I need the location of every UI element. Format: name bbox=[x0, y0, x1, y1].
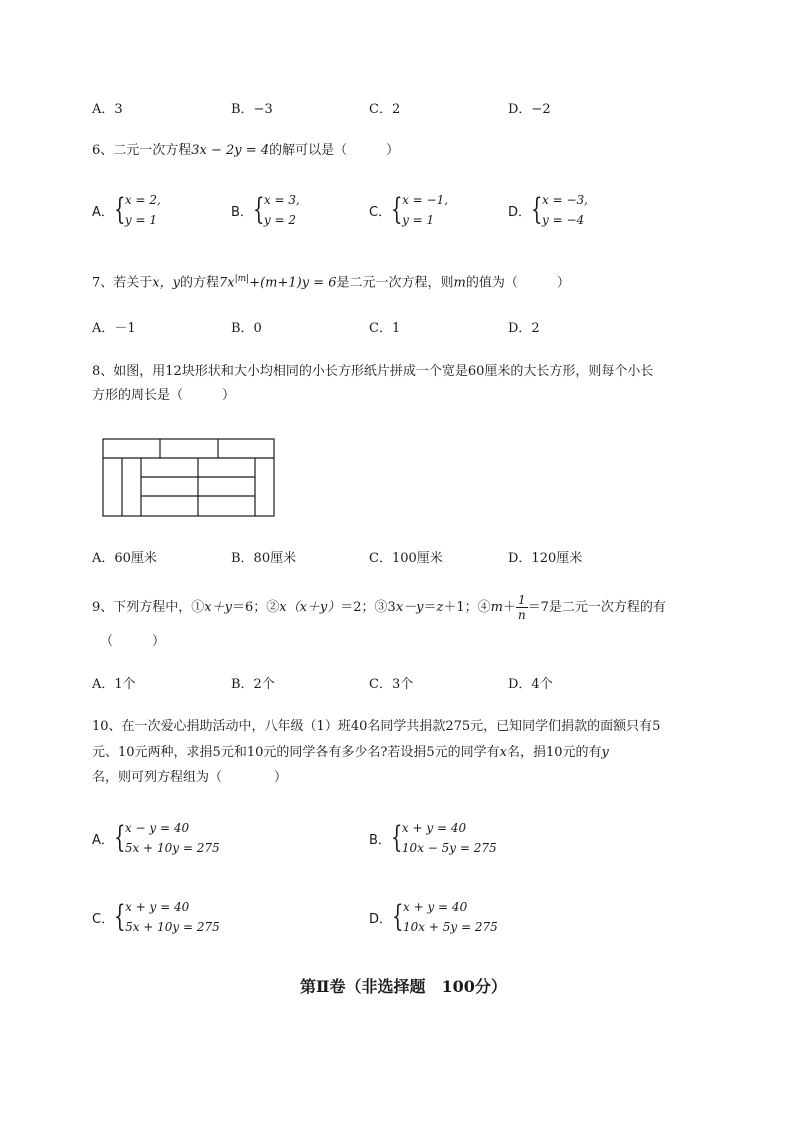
q10-option-b: B． { x + y = 40 10x − 5y = 275 bbox=[369, 820, 497, 855]
q8-rectangle-figure bbox=[102, 438, 276, 518]
q8-option-b: B．80厘米 bbox=[231, 551, 297, 566]
q9-option-c: C．3个 bbox=[369, 677, 414, 692]
q10-option-c: C． { x + y = 40 5x + 10y = 275 bbox=[92, 899, 220, 934]
q8-option-a: A．60厘米 bbox=[92, 551, 157, 566]
q10-option-d: D． { x + y = 40 10x + 5y = 275 bbox=[369, 899, 498, 934]
q8-stem-line2: 方形的周长是（ ） bbox=[92, 388, 236, 403]
q9-option-d: D．4个 bbox=[508, 677, 553, 692]
q6-option-b: B． { x = 3, y = 2 bbox=[231, 192, 300, 227]
q10-stem-line3: 名，则可列方程组为（ ） bbox=[92, 770, 288, 785]
q9-option-a: A．1个 bbox=[92, 677, 136, 692]
q7-option-b: B．0 bbox=[231, 321, 262, 336]
q5-option-a: A．3 bbox=[92, 102, 123, 117]
q7-stem: 7、若关于x，y的方程$7x^{|m|}+(m+1)y = 6$是二元一次方程，则m的值为（ ） bbox=[92, 274, 570, 291]
q9-stem: 9、下列方程中，①x＋y＝6；②x（x＋y）＝2；③3x－y＝z＋1；④m＋ $\frac{1}{n}$ ＝7是二元一次方程的有 bbox=[92, 593, 666, 622]
q8-option-c: C．100厘米 bbox=[369, 551, 443, 566]
q8-stem-line1: 8、如图，用12块形状和大小均相同的小长方形纸片拼成一个宽是60厘米的大长方形，则每个小长 bbox=[92, 364, 654, 379]
q6-option-c: C． { x = −1, y = 1 bbox=[369, 192, 449, 227]
q9-stem-line2: （ ） bbox=[100, 634, 166, 649]
q5-option-c: C．2 bbox=[369, 102, 401, 117]
q6-equation: 3x − 2y = 4 bbox=[191, 143, 270, 158]
q5-option-b: B．−3 bbox=[231, 102, 273, 117]
q8-option-d: D．120厘米 bbox=[508, 551, 583, 566]
q7-option-a: A．－1 bbox=[92, 321, 136, 336]
q10-stem-line2: 元、10元两种，求捐5元和10元的同学各有多少名?若设捐5元的同学有x名，捐10元的有y bbox=[92, 745, 609, 760]
q6-stem: 6、二元一次方程3x − 2y = 4的解可以是（ ） bbox=[92, 143, 400, 158]
q10-option-a: A． { x − y = 40 5x + 10y = 275 bbox=[92, 820, 220, 855]
q9-fraction: $\frac{1}{n}$ bbox=[517, 593, 526, 622]
q7-option-d: D．2 bbox=[508, 321, 540, 336]
q6-option-d: D． { x = −3, y = −4 bbox=[508, 192, 588, 227]
q6-option-a: A． { x = 2, y = 1 bbox=[92, 192, 161, 227]
q10-stem-line1: 10、在一次爱心捐助活动中，八年级（1）班40名同学共捐款275元，已知同学们捐款的面额只有5 bbox=[92, 719, 661, 734]
section-heading: 第Ⅱ卷（非选择题 100分） bbox=[300, 977, 507, 996]
q7-option-c: C．1 bbox=[369, 321, 401, 336]
q5-option-d: D．−2 bbox=[508, 102, 551, 117]
q9-option-b: B．2个 bbox=[231, 677, 275, 692]
